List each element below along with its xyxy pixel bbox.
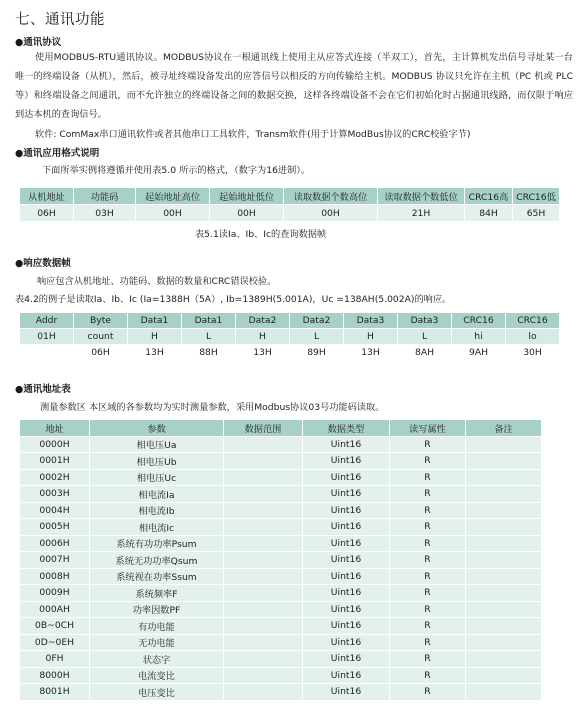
table-row <box>20 469 542 486</box>
table-cell: 相电压Uc <box>90 469 224 486</box>
query-header-cell: CRC16高 <box>465 188 513 205</box>
table-cell: R <box>390 519 466 536</box>
table-cell: R <box>390 469 466 486</box>
query-value-cell: 00H <box>136 205 210 222</box>
response-cell: L <box>182 329 236 345</box>
table-cell: Uint16 <box>303 486 390 503</box>
table-cell: 8001H <box>20 684 90 701</box>
query-value-cell: 00H <box>210 205 284 222</box>
table-cell <box>466 651 542 668</box>
table-row <box>20 568 542 585</box>
table-cell <box>466 684 542 701</box>
table-cell <box>466 469 542 486</box>
query-value-cell: 65H <box>513 205 560 222</box>
table-cell <box>466 568 542 585</box>
response-row-0 <box>20 313 560 329</box>
table-cell <box>224 502 303 519</box>
table-row <box>20 601 542 618</box>
table-cell: R <box>390 585 466 602</box>
table-cell <box>224 651 303 668</box>
response-row-2 <box>20 345 560 361</box>
query-header-row <box>20 188 560 205</box>
response-cell: 88H <box>182 345 236 361</box>
query-header-cell: 从机地址 <box>20 188 74 205</box>
table-cell: 0007H <box>20 552 90 569</box>
table-cell: Uint16 <box>303 634 390 651</box>
response-line-2: 表4.2的例子是读取Ia、Ib、Ic (Ia=1388H（5A）, Ib=1389H(5.001A)，Uc =138AH(5.002A)的响应。 <box>15 294 452 305</box>
query-value-cell: 03H <box>74 205 136 222</box>
table-cell: Uint16 <box>303 453 390 470</box>
table-cell: 相电流Ia <box>90 486 224 503</box>
table-cell: 系统视在功率Ssum <box>90 568 224 585</box>
table-row <box>20 519 542 536</box>
query-header-cell: 读取数据个数高位 <box>284 188 378 205</box>
address-table-heading: ●通讯地址表 <box>15 384 71 395</box>
table-cell <box>224 684 303 701</box>
table-cell <box>466 601 542 618</box>
query-header-cell: 功能码 <box>74 188 136 205</box>
query-header-cell: CRC16低 <box>513 188 560 205</box>
response-cell: L <box>398 329 452 345</box>
table-cell: 系统有功功率Psum <box>90 535 224 552</box>
table-cell: Uint16 <box>303 684 390 701</box>
response-cell: 13H <box>128 345 182 361</box>
table-cell: R <box>390 684 466 701</box>
table-cell <box>224 436 303 453</box>
table-cell: R <box>390 502 466 519</box>
table-cell: 0002H <box>20 469 90 486</box>
table-cell <box>466 618 542 635</box>
response-cell: 8AH <box>398 345 452 361</box>
table-cell <box>224 535 303 552</box>
table-cell: 0009H <box>20 585 90 602</box>
response-cell <box>20 345 74 361</box>
table-cell: Uint16 <box>303 535 390 552</box>
table-cell: 电流变比 <box>90 667 224 684</box>
response-cell: 01H <box>20 329 74 345</box>
query-header-cell: 读取数据个数低位 <box>378 188 465 205</box>
response-cell: 13H <box>236 345 290 361</box>
table-cell: 相电流Ib <box>90 502 224 519</box>
table-row <box>20 667 542 684</box>
table-cell <box>224 634 303 651</box>
response-cell: Data1 <box>128 313 182 329</box>
table-row <box>20 502 542 519</box>
table-cell: 0D~0EH <box>20 634 90 651</box>
response-cell: 89H <box>290 345 344 361</box>
table-cell <box>224 453 303 470</box>
response-heading: ●响应数据帧 <box>15 258 71 269</box>
response-frame-table <box>19 312 560 361</box>
table-cell: 有功电能 <box>90 618 224 635</box>
format-heading: ●通讯应用格式说明 <box>15 148 100 159</box>
table-cell: 无功电能 <box>90 634 224 651</box>
response-cell: 06H <box>74 345 128 361</box>
table-cell: 0B~0CH <box>20 618 90 635</box>
table-cell: 000AH <box>20 601 90 618</box>
response-cell: count <box>74 329 128 345</box>
table-cell: 电压变比 <box>90 684 224 701</box>
table-cell <box>224 552 303 569</box>
query-frame-table <box>19 187 560 222</box>
table-cell: 0000H <box>20 436 90 453</box>
response-cell: lo <box>506 329 560 345</box>
table-cell <box>466 667 542 684</box>
table-cell: Uint16 <box>303 469 390 486</box>
table-row <box>20 552 542 569</box>
table-cell: Uint16 <box>303 436 390 453</box>
address-header-cell: 备注 <box>466 420 542 437</box>
table-cell <box>224 667 303 684</box>
table-cell: 系统无功功率Qsum <box>90 552 224 569</box>
table-cell <box>224 568 303 585</box>
response-cell: Data2 <box>290 313 344 329</box>
table-cell: R <box>390 618 466 635</box>
table-cell <box>466 552 542 569</box>
table-cell: 系统频率F <box>90 585 224 602</box>
response-cell: CRC16 <box>452 313 506 329</box>
table-cell <box>466 519 542 536</box>
response-cell: H <box>236 329 290 345</box>
table-cell: 相电压Ua <box>90 436 224 453</box>
query-value-cell: 06H <box>20 205 74 222</box>
table-cell: 相电压Ub <box>90 453 224 470</box>
table-cell: Uint16 <box>303 618 390 635</box>
query-table-caption: 表5.1读Ia、Ib、Ic的查询数据帧 <box>195 229 327 240</box>
table-cell: Uint16 <box>303 502 390 519</box>
table-cell: 0006H <box>20 535 90 552</box>
address-header-cell: 数据范围 <box>224 420 303 437</box>
section-title: 七、通讯功能 <box>15 12 105 28</box>
response-cell: Data1 <box>182 313 236 329</box>
response-cell: hi <box>452 329 506 345</box>
table-cell: 相电流Ic <box>90 519 224 536</box>
table-cell <box>466 502 542 519</box>
table-row <box>20 634 542 651</box>
query-header-cell: 起始地址高位 <box>136 188 210 205</box>
response-cell: 9AH <box>452 345 506 361</box>
table-row <box>20 486 542 503</box>
table-cell: 8000H <box>20 667 90 684</box>
response-cell: Byte <box>74 313 128 329</box>
response-cell: Data3 <box>398 313 452 329</box>
response-cell: Addr <box>20 313 74 329</box>
query-header-cell: 起始地址低位 <box>210 188 284 205</box>
table-row <box>20 618 542 635</box>
address-header-cell: 数据类型 <box>303 420 390 437</box>
address-header-cell: 参数 <box>90 420 224 437</box>
table-row <box>20 651 542 668</box>
query-value-cell: 84H <box>465 205 513 222</box>
table-row <box>20 684 542 701</box>
response-cell: L <box>290 329 344 345</box>
table-cell: 0004H <box>20 502 90 519</box>
table-row <box>20 585 542 602</box>
address-header-row <box>20 420 542 437</box>
table-cell <box>224 618 303 635</box>
table-cell <box>466 486 542 503</box>
table-cell: Uint16 <box>303 601 390 618</box>
table-cell: R <box>390 651 466 668</box>
table-cell <box>466 585 542 602</box>
table-cell: R <box>390 601 466 618</box>
response-cell: H <box>344 329 398 345</box>
table-cell: 0003H <box>20 486 90 503</box>
table-cell: Uint16 <box>303 667 390 684</box>
protocol-heading: ●通讯协议 <box>15 37 62 48</box>
response-cell: 13H <box>344 345 398 361</box>
table-cell <box>466 634 542 651</box>
table-cell: Uint16 <box>303 585 390 602</box>
table-cell: R <box>390 453 466 470</box>
table-cell: Uint16 <box>303 519 390 536</box>
table-cell: 状态字 <box>90 651 224 668</box>
table-cell: R <box>390 436 466 453</box>
table-cell <box>466 436 542 453</box>
table-cell: 0001H <box>20 453 90 470</box>
response-row-1 <box>20 329 560 345</box>
table-cell: Uint16 <box>303 552 390 569</box>
table-cell: R <box>390 568 466 585</box>
table-cell <box>224 469 303 486</box>
table-cell: Uint16 <box>303 568 390 585</box>
address-header-cell: 地址 <box>20 420 90 437</box>
query-value-cell: 00H <box>284 205 378 222</box>
query-value-row <box>20 205 560 222</box>
table-cell <box>224 486 303 503</box>
table-cell: R <box>390 552 466 569</box>
query-value-cell: 21H <box>378 205 465 222</box>
response-cell: Data3 <box>344 313 398 329</box>
table-cell <box>224 519 303 536</box>
address-header-cell: 读写属性 <box>390 420 466 437</box>
software-note: 软件: ComMax串口通讯软件或者其他串口工具软件，Transm软件(用于计算ModBus协议的CRC校验字节) <box>35 129 471 140</box>
table-cell: 0005H <box>20 519 90 536</box>
table-row <box>20 453 542 470</box>
table-cell: R <box>390 535 466 552</box>
table-cell: R <box>390 634 466 651</box>
table-cell <box>466 535 542 552</box>
protocol-paragraph: 使用MODBUS-RTU通讯协议。MODBUS协议在一根通讯线上使用主从应答式连接（半双工），首先，主计算机发出信号寻址某一台唯一的终端设备（从机），然后，被寻址终端设备发出的应答信号以相反的方向传输给主机。MODBUS 协议只允许在主机（PC 机或 PLC 等）和终端设备之间通讯，而不允许独立的终端设备之间的数据交换，这样各终端设备不会在它们初始化时占据通讯线路，而仅限于响应到达本机的查询信号。 <box>15 52 573 120</box>
table-cell <box>224 601 303 618</box>
address-table <box>19 419 542 701</box>
table-cell: 功率因数PF <box>90 601 224 618</box>
table-cell: 0008H <box>20 568 90 585</box>
format-intro: 下面所举实例将遵循并使用表5.0 所示的格式，（数字为16进制）。 <box>42 165 311 176</box>
table-cell: Uint16 <box>303 651 390 668</box>
response-cell: CRC16 <box>506 313 560 329</box>
table-cell: 0FH <box>20 651 90 668</box>
table-cell: R <box>390 667 466 684</box>
table-row <box>20 436 542 453</box>
response-cell: 30H <box>506 345 560 361</box>
response-cell: H <box>128 329 182 345</box>
table-row <box>20 535 542 552</box>
table-cell <box>466 453 542 470</box>
table-cell <box>224 585 303 602</box>
table-cell: R <box>390 486 466 503</box>
address-table-intro: 测量参数区 本区域的各参数均为实时测量参数，采用Modbus协议03号功能码读取。 <box>40 402 385 413</box>
response-cell: Data2 <box>236 313 290 329</box>
response-line-1: 响应包含从机地址、功能码、数据的数量和CRC错误校验。 <box>37 276 277 287</box>
address-table-body <box>20 436 542 700</box>
